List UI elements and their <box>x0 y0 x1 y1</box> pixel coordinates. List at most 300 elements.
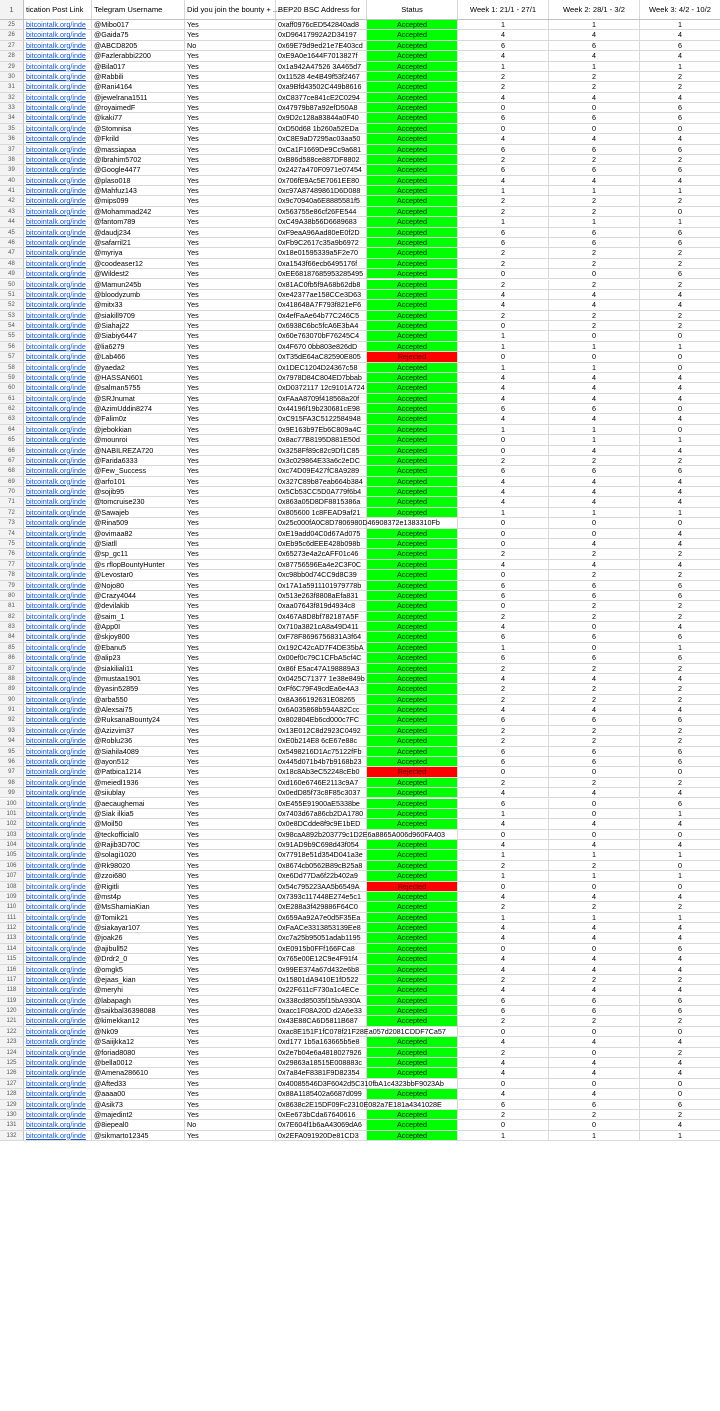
username-cell[interactable]: @siiublay <box>92 788 185 797</box>
week1-cell[interactable]: 1 <box>458 342 549 351</box>
username-cell[interactable]: @MsShamiaKian <box>92 902 185 911</box>
week2-cell[interactable]: 2 <box>549 1110 640 1119</box>
address-cell[interactable]: 0x18c8Ab3eC52248cEb0 <box>276 767 367 776</box>
week2-cell[interactable]: 2 <box>549 726 640 735</box>
week3-cell[interactable]: 4 <box>678 497 682 507</box>
week2-cell[interactable]: 4 <box>549 965 640 974</box>
username-cell[interactable]: @Mamun245b <box>92 280 185 289</box>
post-link[interactable]: bitcointalk.org/inde <box>24 51 92 60</box>
week3-cell[interactable]: 4 <box>678 372 682 382</box>
bounty-cell[interactable]: Yes <box>185 767 276 776</box>
username-cell[interactable]: @mips099 <box>92 196 185 205</box>
week3-cell[interactable]: 4 <box>678 383 682 393</box>
week3-cell[interactable]: 4 <box>678 840 682 850</box>
week1-cell[interactable]: 1 <box>458 186 549 195</box>
week3-cell[interactable]: 4 <box>678 134 682 144</box>
bounty-cell[interactable]: Yes <box>185 923 276 932</box>
post-link[interactable]: bitcointalk.org/inde <box>24 965 92 974</box>
address-cell[interactable]: 0xc98bb0d74CC9d8C39 <box>276 570 367 579</box>
week2-cell[interactable]: 2 <box>549 248 640 257</box>
week3-cell[interactable]: 0 <box>678 331 682 341</box>
row-number[interactable]: 131 <box>0 1120 24 1129</box>
post-link[interactable]: bitcointalk.org/inde <box>24 124 92 133</box>
post-link[interactable]: bitcointalk.org/inde <box>24 1048 92 1057</box>
status-cell[interactable]: Accepted <box>367 975 458 984</box>
post-link[interactable]: bitcointalk.org/inde <box>24 705 92 714</box>
row-number[interactable]: 69 <box>0 477 24 486</box>
bounty-cell[interactable]: Yes <box>185 300 276 309</box>
username-cell[interactable]: @solagi1020 <box>92 850 185 859</box>
bounty-cell[interactable]: Yes <box>185 352 276 361</box>
week2-cell[interactable]: 6 <box>549 581 640 590</box>
status-cell[interactable]: Rejected <box>367 352 458 361</box>
address-cell[interactable]: 0x513e263f8808aEfa831 <box>276 591 367 600</box>
address-cell[interactable]: 0x8ac77B8195D881E50d <box>276 435 367 444</box>
post-link[interactable]: bitcointalk.org/inde <box>24 1058 92 1067</box>
username-cell[interactable]: @safarril21 <box>92 238 185 247</box>
address-cell[interactable]: 0x710a3821cA8a49D411 <box>276 622 367 631</box>
week1-cell[interactable]: 2 <box>458 861 549 870</box>
week2-cell[interactable]: 2 <box>549 975 640 984</box>
week2-cell[interactable]: 4 <box>549 539 640 548</box>
address-cell[interactable]: 0x4efFaAe64b77C246C5 <box>276 311 367 320</box>
week3-cell[interactable]: 0 <box>678 860 682 870</box>
week2-cell[interactable]: 4 <box>549 300 640 309</box>
week2-cell[interactable]: 2 <box>549 861 640 870</box>
week3-cell[interactable]: 2 <box>678 321 682 331</box>
address-cell[interactable]: 0x22F611cF730a1c4ECe <box>276 985 367 994</box>
row-number[interactable]: 121 <box>0 1016 24 1025</box>
week1-cell[interactable]: 1 <box>458 425 549 434</box>
username-cell[interactable]: @mustaa1901 <box>92 674 185 683</box>
address-cell[interactable]: 0x802804Eb6cd000c7FC <box>276 715 367 724</box>
status-cell[interactable]: Accepted <box>367 581 458 590</box>
status-cell[interactable]: Accepted <box>367 269 458 278</box>
week3-cell[interactable]: 1 <box>678 808 682 818</box>
address-cell[interactable]: 0x98caA892b203779c1D2E6a8865A006d960FA403 <box>278 829 446 839</box>
status-cell[interactable]: Accepted <box>367 799 458 808</box>
address-cell[interactable]: 0xC8E9aD7295ac03aa50 <box>276 134 367 143</box>
week1-cell[interactable]: 2 <box>458 72 549 81</box>
week3-cell[interactable]: 0 <box>678 881 682 891</box>
status-cell[interactable]: Accepted <box>367 342 458 351</box>
week3-cell[interactable]: 6 <box>678 144 682 154</box>
row-number[interactable]: 113 <box>0 933 24 942</box>
status-cell[interactable]: Accepted <box>367 228 458 237</box>
post-link[interactable]: bitcointalk.org/inde <box>24 93 92 102</box>
bounty-cell[interactable]: Yes <box>185 1006 276 1015</box>
username-cell[interactable]: @devilakib <box>92 601 185 610</box>
bounty-cell[interactable]: Yes <box>185 456 276 465</box>
week1-cell[interactable]: 4 <box>458 1058 549 1067</box>
row-number[interactable]: 93 <box>0 726 24 735</box>
post-link[interactable]: bitcointalk.org/inde <box>24 1037 92 1046</box>
username-cell[interactable]: @lia6279 <box>92 342 185 351</box>
week2-cell[interactable]: 1 <box>549 217 640 226</box>
post-link[interactable]: bitcointalk.org/inde <box>24 809 92 818</box>
week3-cell[interactable]: 2 <box>678 611 682 621</box>
week3-cell[interactable]: 6 <box>678 995 682 1005</box>
bounty-cell[interactable]: Yes <box>185 944 276 953</box>
status-cell[interactable]: Accepted <box>367 207 458 216</box>
address-cell[interactable]: 0xC49A38b56D6689683 <box>276 217 367 226</box>
week3-cell[interactable]: 4 <box>678 964 682 974</box>
row-number[interactable]: 125 <box>0 1058 24 1067</box>
address-cell[interactable]: 0x77918e51d354D041a3e <box>276 850 367 859</box>
week3-cell[interactable]: 2 <box>678 196 682 206</box>
status-cell[interactable]: Accepted <box>367 394 458 403</box>
address-cell[interactable]: 0x6938C6bc5fcA6E3bA4 <box>276 321 367 330</box>
bounty-cell[interactable]: Yes <box>185 1068 276 1077</box>
row-number[interactable]: 35 <box>0 124 24 133</box>
week3-cell[interactable]: 0 <box>678 767 682 777</box>
week1-cell[interactable]: 4 <box>458 383 549 392</box>
week2-cell[interactable]: 1 <box>549 425 640 434</box>
week3-cell[interactable]: 0 <box>678 123 682 133</box>
week1-cell[interactable]: 1 <box>458 643 549 652</box>
address-cell[interactable]: 0xCa1F1669De9Cc9a681 <box>276 145 367 154</box>
post-link[interactable]: bitcointalk.org/inde <box>24 373 92 382</box>
post-link[interactable]: bitcointalk.org/inde <box>24 882 92 891</box>
address-cell[interactable]: 0x8674cb0562B89cB25a8 <box>276 861 367 870</box>
row-number[interactable]: 76 <box>0 549 24 558</box>
username-cell[interactable]: @kaki77 <box>92 113 185 122</box>
post-link[interactable]: bitcointalk.org/inde <box>24 819 92 828</box>
week2-cell[interactable]: 2 <box>549 664 640 673</box>
address-cell[interactable]: 0xD96417992A2D34197 <box>276 30 367 39</box>
week2-cell[interactable]: 4 <box>549 819 640 828</box>
week2-cell[interactable]: 0 <box>549 529 640 538</box>
bounty-cell[interactable]: Yes <box>185 82 276 91</box>
status-cell[interactable]: Accepted <box>367 186 458 195</box>
row-number[interactable]: 108 <box>0 882 24 891</box>
username-cell[interactable]: @Mohammad242 <box>92 207 185 216</box>
address-cell[interactable]: 0xFaACe3313853139Ee8 <box>276 923 367 932</box>
week2-cell[interactable]: 4 <box>549 985 640 994</box>
post-link[interactable]: bitcointalk.org/inde <box>24 767 92 776</box>
week2-cell[interactable]: 1 <box>549 508 640 517</box>
bounty-cell[interactable]: Yes <box>185 113 276 122</box>
status-cell[interactable]: Accepted <box>367 82 458 91</box>
username-cell[interactable]: @yaeda2 <box>92 363 185 372</box>
post-link[interactable]: bitcointalk.org/inde <box>24 404 92 413</box>
week3-cell[interactable]: 2 <box>678 1109 682 1119</box>
username-cell[interactable]: @Nk09 <box>92 1027 185 1036</box>
week1-cell[interactable]: 2 <box>458 549 549 558</box>
week3-cell[interactable]: 4 <box>678 1037 682 1047</box>
week2-cell[interactable]: 4 <box>549 1089 640 1098</box>
username-cell[interactable]: @bella0012 <box>92 1058 185 1067</box>
row-number[interactable]: 42 <box>0 196 24 205</box>
row-number[interactable]: 68 <box>0 466 24 475</box>
week3-cell[interactable]: 1 <box>678 20 682 29</box>
week3-cell[interactable]: 4 <box>678 300 682 310</box>
row-number[interactable]: 28 <box>0 51 24 60</box>
username-cell[interactable]: @Rani4164 <box>92 82 185 91</box>
week1-cell[interactable]: 4 <box>458 51 549 60</box>
status-cell[interactable]: Accepted <box>367 549 458 558</box>
week1-cell[interactable]: 0 <box>458 570 549 579</box>
status-cell[interactable]: Accepted <box>367 1131 458 1140</box>
week1-cell[interactable]: 2 <box>458 1048 549 1057</box>
status-cell[interactable]: Accepted <box>367 788 458 797</box>
week3-cell[interactable]: 4 <box>678 393 682 403</box>
bounty-cell[interactable]: Yes <box>185 1058 276 1067</box>
post-link[interactable]: bitcointalk.org/inde <box>24 643 92 652</box>
week1-cell[interactable]: 6 <box>458 228 549 237</box>
status-cell[interactable]: Accepted <box>367 321 458 330</box>
row-number[interactable]: 126 <box>0 1068 24 1077</box>
row-number[interactable]: 112 <box>0 923 24 932</box>
post-link[interactable]: bitcointalk.org/inde <box>24 466 92 475</box>
row-number[interactable]: 122 <box>0 1027 24 1036</box>
bounty-cell[interactable]: Yes <box>185 1048 276 1057</box>
bounty-cell[interactable]: Yes <box>185 892 276 901</box>
week2-cell[interactable]: 0 <box>549 1120 640 1129</box>
week3-cell[interactable]: 6 <box>678 756 682 766</box>
address-cell[interactable]: 0x8A366192631E08265 <box>276 695 367 704</box>
week1-cell[interactable]: 2 <box>458 1110 549 1119</box>
status-cell[interactable]: Accepted <box>367 757 458 766</box>
bounty-cell[interactable]: Yes <box>185 840 276 849</box>
status-cell[interactable]: Accepted <box>367 715 458 724</box>
week1-cell[interactable]: 0 <box>458 529 549 538</box>
week3-cell[interactable]: 6 <box>678 632 682 642</box>
username-cell[interactable]: @Ebanu5 <box>92 643 185 652</box>
week2-cell[interactable]: 2 <box>549 736 640 745</box>
row-number[interactable]: 31 <box>0 82 24 91</box>
status-cell[interactable]: Rejected <box>367 767 458 776</box>
week2-cell[interactable]: 6 <box>549 757 640 766</box>
bounty-cell[interactable]: Yes <box>185 591 276 600</box>
week1-cell[interactable]: 4 <box>458 487 549 496</box>
week2-cell[interactable]: 4 <box>549 560 640 569</box>
week2-cell[interactable]: 1 <box>549 363 640 372</box>
bounty-cell[interactable]: Yes <box>185 933 276 942</box>
post-link[interactable]: bitcointalk.org/inde <box>24 176 92 185</box>
row-number[interactable]: 106 <box>0 861 24 870</box>
week1-cell[interactable]: 2 <box>458 456 549 465</box>
address-cell[interactable]: 0xD0372117 12c9101A724 <box>276 383 367 392</box>
row-number[interactable]: 120 <box>0 1006 24 1015</box>
week1-cell[interactable]: 0 <box>458 539 549 548</box>
post-link[interactable]: bitcointalk.org/inde <box>24 186 92 195</box>
week1-cell[interactable]: 2 <box>458 207 549 216</box>
week3-cell[interactable]: 1 <box>678 61 682 71</box>
bounty-cell[interactable]: Yes <box>185 882 276 891</box>
status-cell[interactable]: Accepted <box>367 674 458 683</box>
status-cell[interactable]: Accepted <box>367 1110 458 1119</box>
bounty-cell[interactable]: Yes <box>185 871 276 880</box>
week2-cell[interactable]: 1 <box>549 850 640 859</box>
week2-cell[interactable]: 4 <box>549 414 640 423</box>
username-cell[interactable]: @siakiliali11 <box>92 664 185 673</box>
status-cell[interactable]: Accepted <box>367 560 458 569</box>
week1-cell[interactable]: 6 <box>458 996 549 1005</box>
week3-cell[interactable]: 4 <box>678 923 682 933</box>
username-cell[interactable]: @Siatll <box>92 539 185 548</box>
bounty-cell[interactable]: Yes <box>185 996 276 1005</box>
username-cell[interactable]: @skjoy800 <box>92 632 185 641</box>
row-number[interactable]: 61 <box>0 394 24 403</box>
status-cell[interactable]: Accepted <box>367 176 458 185</box>
row-number[interactable]: 36 <box>0 134 24 143</box>
post-link[interactable]: bitcointalk.org/inde <box>24 311 92 320</box>
week3-cell[interactable]: 4 <box>678 1120 682 1130</box>
week1-cell[interactable]: 1 <box>458 20 549 29</box>
row-number[interactable]: 124 <box>0 1048 24 1057</box>
week2-cell[interactable]: 0 <box>549 944 640 953</box>
address-cell[interactable]: 0x43E88CA6D5811B687 <box>276 1016 367 1025</box>
post-link[interactable]: bitcointalk.org/inde <box>24 456 92 465</box>
week1-cell[interactable]: 1 <box>458 809 549 818</box>
address-cell[interactable]: 0xa9Bfd43502C449b8616 <box>276 82 367 91</box>
week1-cell[interactable]: 4 <box>458 477 549 486</box>
week3-cell[interactable]: 6 <box>678 653 682 663</box>
bounty-cell[interactable]: Yes <box>185 1037 276 1046</box>
row-number[interactable]: 52 <box>0 300 24 309</box>
row-number[interactable]: 32 <box>0 93 24 102</box>
username-cell[interactable]: @sp_gc11 <box>92 549 185 558</box>
status-cell[interactable]: Accepted <box>367 985 458 994</box>
address-cell[interactable]: 0x3258Ff89c82c9Df1C85 <box>276 446 367 455</box>
row-number[interactable]: 97 <box>0 767 24 776</box>
username-cell[interactable]: @sikmarto12345 <box>92 1131 185 1140</box>
row-number[interactable]: 38 <box>0 155 24 164</box>
bounty-cell[interactable]: No <box>185 1120 276 1129</box>
bounty-cell[interactable]: Yes <box>185 1089 276 1098</box>
week2-cell[interactable]: 2 <box>549 280 640 289</box>
username-cell[interactable]: @ABCD8205 <box>92 41 185 50</box>
week3-cell[interactable]: 6 <box>678 1099 682 1109</box>
row-number[interactable]: 128 <box>0 1089 24 1098</box>
row-number[interactable]: 27 <box>0 41 24 50</box>
address-cell[interactable]: 0x65273e4a2cAFF01c46 <box>276 549 367 558</box>
address-cell[interactable]: 0x17A1a5911101979778b <box>276 581 367 590</box>
week3-cell[interactable]: 4 <box>678 289 682 299</box>
week2-cell[interactable]: 6 <box>549 715 640 724</box>
row-number[interactable]: 65 <box>0 435 24 444</box>
username-cell[interactable]: @omgk5 <box>92 965 185 974</box>
week1-cell[interactable]: 1 <box>458 331 549 340</box>
username-cell[interactable]: @ajibull52 <box>92 944 185 953</box>
week3-cell[interactable]: 1 <box>678 217 682 227</box>
status-cell[interactable]: Accepted <box>367 539 458 548</box>
bounty-cell[interactable]: Yes <box>185 207 276 216</box>
week2-cell[interactable]: 2 <box>549 570 640 579</box>
status-cell[interactable]: Accepted <box>367 643 458 652</box>
row-number[interactable]: 67 <box>0 456 24 465</box>
week1-cell[interactable]: 4 <box>458 819 549 828</box>
post-link[interactable]: bitcointalk.org/inde <box>24 1006 92 1015</box>
week2-cell[interactable]: 0 <box>549 331 640 340</box>
row-number[interactable]: 100 <box>0 799 24 808</box>
address-cell[interactable]: 0x91AD9b9C698d43f054 <box>276 840 367 849</box>
address-cell[interactable]: 0x418648A7F793f821eF6 <box>276 300 367 309</box>
week2-cell[interactable]: 0 <box>549 352 640 361</box>
column-header-bounty[interactable]: Did you join the bounty + ... <box>185 0 276 19</box>
status-cell[interactable]: Accepted <box>367 311 458 320</box>
username-cell[interactable]: @Asik73 <box>92 1100 185 1109</box>
row-number[interactable]: 82 <box>0 612 24 621</box>
address-cell[interactable]: 0x7393c117448E274e5c1 <box>276 892 367 901</box>
username-cell[interactable]: @Falim0z <box>92 414 185 423</box>
row-number[interactable]: 63 <box>0 414 24 423</box>
address-cell[interactable]: 0x00ef0c79C1CFbA5cf4C <box>276 653 367 662</box>
post-link[interactable]: bitcointalk.org/inde <box>24 664 92 673</box>
post-link[interactable]: bitcointalk.org/inde <box>24 581 92 590</box>
username-cell[interactable]: @saikbal36398088 <box>92 1006 185 1015</box>
week1-cell[interactable]: 2 <box>458 612 549 621</box>
address-cell[interactable]: 0x5Cb53CC5D0A779f6b4 <box>276 487 367 496</box>
username-cell[interactable]: @Mahfuz143 <box>92 186 185 195</box>
address-cell[interactable]: 0x327C89b87eab664b384 <box>276 477 367 486</box>
week2-cell[interactable]: 0 <box>549 518 640 527</box>
row-number[interactable]: 116 <box>0 965 24 974</box>
week2-cell[interactable]: 2 <box>549 778 640 787</box>
week1-cell[interactable]: 4 <box>458 560 549 569</box>
week3-cell[interactable]: 2 <box>678 1047 682 1057</box>
week1-cell[interactable]: 0 <box>458 601 549 610</box>
post-link[interactable]: bitcointalk.org/inde <box>24 985 92 994</box>
week1-cell[interactable]: 2 <box>458 82 549 91</box>
post-link[interactable]: bitcointalk.org/inde <box>24 487 92 496</box>
username-cell[interactable]: @Wildest2 <box>92 269 185 278</box>
row-number[interactable]: 44 <box>0 217 24 226</box>
week1-cell[interactable]: 1 <box>458 871 549 880</box>
address-cell[interactable]: 0xaff0976cED542840ad8 <box>276 20 367 29</box>
week2-cell[interactable]: 2 <box>549 155 640 164</box>
week2-cell[interactable]: 0 <box>549 830 640 839</box>
address-cell[interactable]: 0x2e7b04e6a4818027926 <box>276 1048 367 1057</box>
week2-cell[interactable]: 2 <box>549 207 640 216</box>
username-cell[interactable]: @arfo101 <box>92 477 185 486</box>
week1-cell[interactable]: 2 <box>458 736 549 745</box>
status-cell[interactable]: Accepted <box>367 124 458 133</box>
week3-cell[interactable]: 6 <box>678 269 682 279</box>
week3-cell[interactable]: 2 <box>678 601 682 611</box>
status-cell[interactable]: Accepted <box>367 736 458 745</box>
week1-cell[interactable]: 6 <box>458 715 549 724</box>
row-number[interactable]: 132 <box>0 1131 24 1140</box>
week2-cell[interactable]: 1 <box>549 435 640 444</box>
bounty-cell[interactable]: Yes <box>185 269 276 278</box>
bounty-cell[interactable]: Yes <box>185 788 276 797</box>
row-number[interactable]: 109 <box>0 892 24 901</box>
post-link[interactable]: bitcointalk.org/inde <box>24 892 92 901</box>
post-link[interactable]: bitcointalk.org/inde <box>24 1110 92 1119</box>
status-cell[interactable]: Accepted <box>367 103 458 112</box>
week1-cell[interactable]: 0 <box>458 1079 549 1088</box>
bounty-cell[interactable]: Yes <box>185 965 276 974</box>
address-cell[interactable]: 0x4F670 0bb803e826dD <box>276 342 367 351</box>
bounty-cell[interactable]: Yes <box>185 72 276 81</box>
week3-cell[interactable]: 4 <box>678 622 682 632</box>
address-cell[interactable]: 0x60e763070bF76245C4 <box>276 331 367 340</box>
status-cell[interactable]: Accepted <box>367 155 458 164</box>
week1-cell[interactable]: 2 <box>458 975 549 984</box>
username-cell[interactable]: @aaaa00 <box>92 1089 185 1098</box>
status-cell[interactable]: Accepted <box>367 653 458 662</box>
status-cell[interactable] <box>367 1027 458 1036</box>
week3-cell[interactable]: 4 <box>678 539 682 548</box>
status-cell[interactable]: Accepted <box>367 414 458 423</box>
username-cell[interactable]: @Ibrahim5702 <box>92 155 185 164</box>
address-cell[interactable]: 0x11528 4e4B49f53f2467 <box>276 72 367 81</box>
post-link[interactable]: bitcointalk.org/inde <box>24 799 92 808</box>
week1-cell[interactable]: 4 <box>458 93 549 102</box>
post-link[interactable]: bitcointalk.org/inde <box>24 653 92 662</box>
